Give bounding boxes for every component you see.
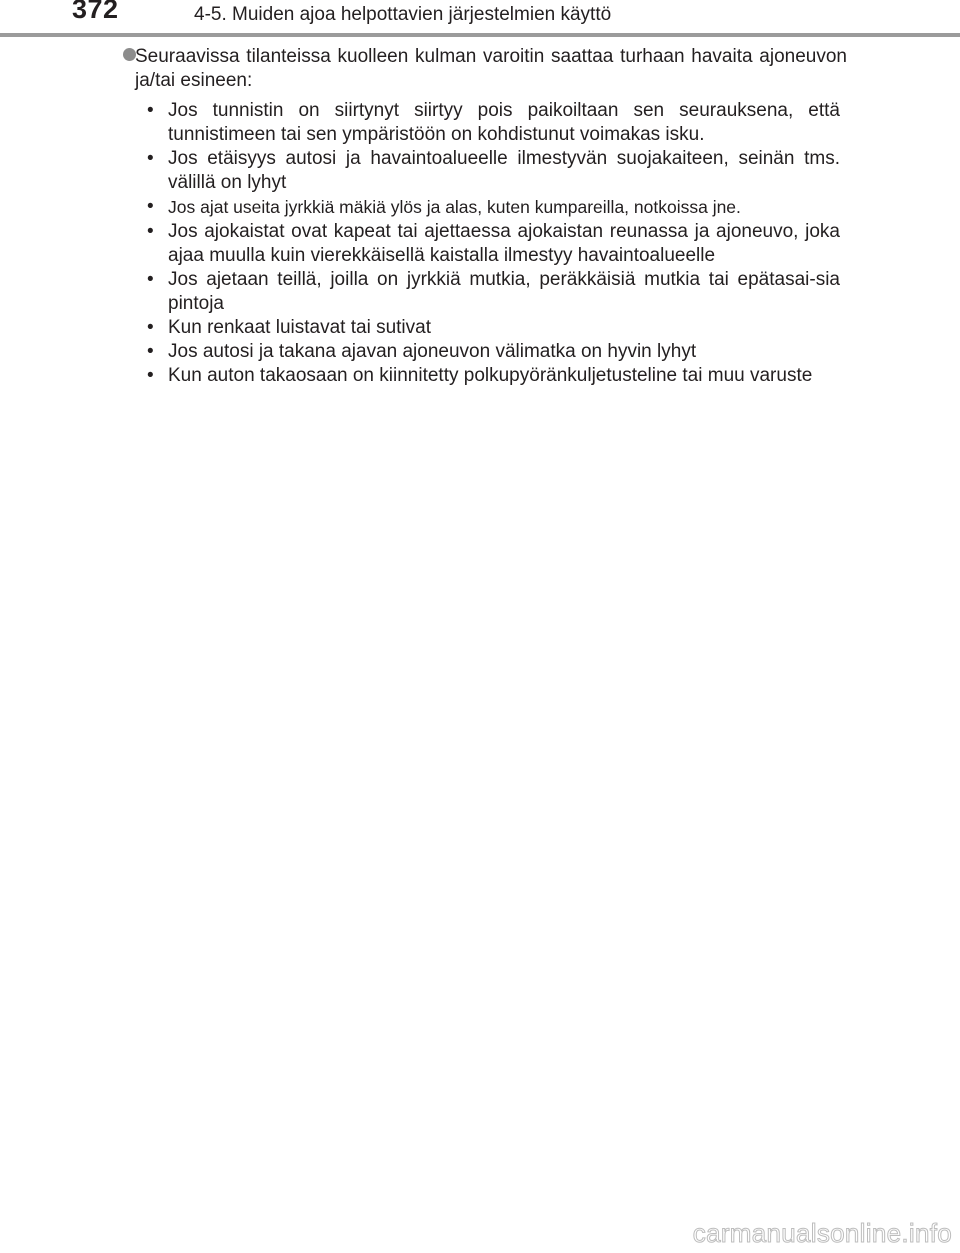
- list-item-text: Kun auton takaosaan on kiinnitetty polkupyöränkuljetusteline tai muu varuste: [168, 365, 813, 386]
- list-item: [147, 147, 840, 195]
- bullet-dot-icon: •: [147, 269, 154, 290]
- bullet-dot-icon: •: [147, 221, 154, 242]
- list-item: [147, 316, 840, 340]
- bullet-dot-icon: •: [147, 365, 154, 386]
- bullet-dot-icon: •: [147, 341, 154, 362]
- list-item: [147, 268, 840, 316]
- header-divider: [0, 33, 960, 37]
- page-header: [0, 0, 960, 40]
- list-item: [147, 195, 840, 220]
- bullet-dot-icon: •: [147, 148, 154, 169]
- bullet-dot-icon: •: [147, 196, 154, 217]
- list-item-text: Jos etäisyys autosi ja havaintoalueelle ilmestyvän suojakaiteen, seinän tms. välillä on lyhyt: [168, 148, 840, 193]
- bullet-dot-icon: •: [147, 317, 154, 338]
- section-title: 4-5. Muiden ajoa helpottavien järjestelmien käyttö: [194, 4, 612, 25]
- list-item-text: Jos ajat useita jyrkkiä mäkiä ylös ja alas, kuten kumpareilla, notkoissa jne.: [168, 197, 741, 217]
- list-item-text: Jos tunnistin on siirtynyt siirtyy pois paikoiltaan sen seurauksena, että tunnistimeen tai sen ympäristöön on kohdistunut voimakas isku.: [168, 100, 840, 145]
- list-item-text: Jos autosi ja takana ajavan ajoneuvon välimatka on hyvin lyhyt: [168, 341, 697, 362]
- page-number: 372: [72, 0, 119, 24]
- site-watermark: carmanualsonline.info: [692, 1218, 952, 1248]
- list-item: [147, 364, 840, 388]
- condition-list: [147, 99, 840, 388]
- list-item-text: Jos ajetaan teillä, joilla on jyrkkiä mutkia, peräkkäisiä mutkia tai epätasai-sia pintoja: [168, 269, 840, 314]
- bullet-dot-icon: •: [147, 100, 154, 121]
- list-item: [147, 99, 840, 147]
- list-item: [147, 340, 840, 364]
- list-item-text: Kun renkaat luistavat tai sutivat: [168, 317, 431, 338]
- intro-paragraph: Seuraavissa tilanteissa kuolleen kulman varoitin saattaa turhaan havaita ajoneuvon ja/tai esineen:: [135, 46, 847, 91]
- list-item: [147, 220, 840, 268]
- list-item-text: Jos ajokaistat ovat kapeat tai ajettaessa ajokaistan reunassa ja ajoneuvo, joka ajaa muulla kuin vierekkäisellä kaistalla ilmestyy havaintoalueelle: [168, 221, 840, 266]
